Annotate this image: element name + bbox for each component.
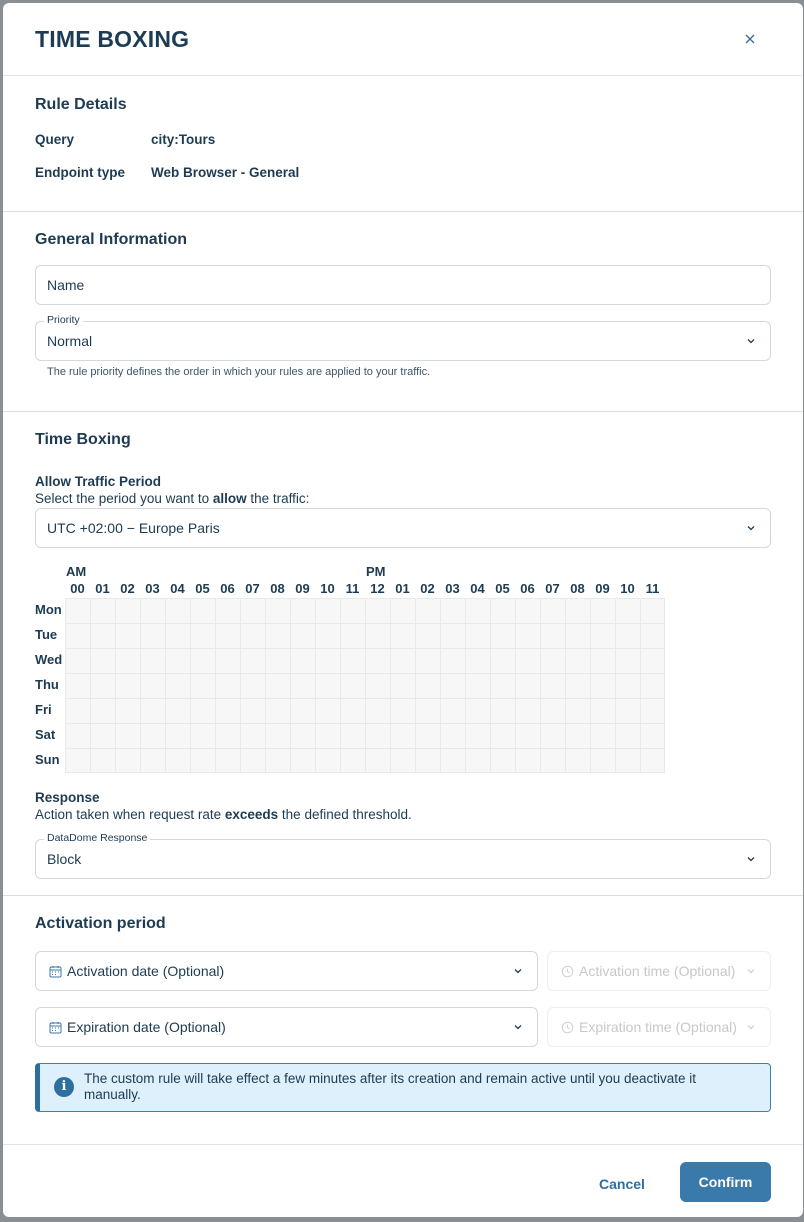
day-label: Thu — [35, 677, 59, 692]
activation-time-label: Activation time (Optional) — [579, 963, 736, 979]
priority-value: Normal — [47, 333, 93, 349]
hour-label: 01 — [395, 581, 410, 596]
hour-label: 00 — [70, 581, 85, 596]
hour-label: 04 — [470, 581, 485, 596]
endpoint-type-label: Endpoint type — [35, 165, 125, 180]
time-boxing-modal — [3, 3, 803, 1217]
hour-label: 09 — [595, 581, 610, 596]
day-label: Sat — [35, 727, 56, 742]
time-cells[interactable] — [65, 598, 665, 773]
chevron-down-icon — [744, 521, 758, 535]
hour-label: 05 — [195, 581, 210, 596]
hour-label: 01 — [95, 581, 110, 596]
clock-icon — [561, 1021, 574, 1034]
clock-icon — [561, 965, 574, 978]
endpoint-type-value: Web Browser - General — [151, 165, 300, 180]
query-value: city:Tours — [151, 132, 216, 147]
hour-label: 02 — [420, 581, 435, 596]
confirm-button[interactable]: Confirm — [680, 1162, 771, 1202]
name-input[interactable] — [35, 265, 771, 305]
query-label: Query — [35, 132, 75, 147]
hour-label: 05 — [495, 581, 510, 596]
hour-label: 12 — [370, 581, 385, 596]
am-label: AM — [66, 564, 87, 579]
response-title: Response — [35, 790, 100, 805]
calendar-icon — [49, 1021, 62, 1034]
rule-details-section — [3, 76, 803, 212]
allow-traffic-desc: Select the period you want to allow the traffic: — [35, 491, 310, 506]
day-label: Tue — [35, 627, 58, 642]
expiration-date-picker[interactable] — [35, 1007, 538, 1047]
activation-date-label: Activation date (Optional) — [67, 963, 225, 979]
priority-select[interactable] — [35, 314, 771, 361]
hour-label: 07 — [245, 581, 260, 596]
general-information-section — [3, 212, 803, 412]
hour-label: 03 — [445, 581, 460, 596]
pm-label: PM — [366, 564, 386, 579]
hour-label: 03 — [145, 581, 160, 596]
priority-label: Priority — [44, 314, 83, 326]
chevron-down-icon — [744, 964, 758, 978]
expiration-date-label: Expiration date (Optional) — [67, 1019, 226, 1035]
chevron-down-icon — [744, 852, 758, 866]
datadome-response-value: Block — [47, 851, 82, 867]
hour-label: 08 — [570, 581, 585, 596]
name-placeholder: Name — [47, 277, 85, 293]
hour-label: 10 — [320, 581, 335, 596]
modal-title: TIME BOXING — [35, 26, 190, 52]
expiration-time-label: Expiration time (Optional) — [579, 1019, 737, 1035]
calendar-icon — [49, 965, 62, 978]
chevron-down-icon — [744, 334, 758, 348]
allow-traffic-title: Allow Traffic Period — [35, 474, 162, 489]
hour-label: 06 — [220, 581, 235, 596]
chevron-down-icon — [744, 1020, 758, 1034]
day-label: Wed — [35, 652, 63, 667]
info-banner — [35, 1063, 771, 1112]
time-boxing-section — [3, 412, 803, 896]
datadome-response-select[interactable] — [35, 832, 771, 879]
info-icon: i — [54, 1077, 74, 1097]
datadome-response-label: DataDome Response — [44, 832, 150, 844]
activation-period-section — [3, 896, 803, 1142]
timezone-select[interactable] — [35, 508, 771, 548]
hour-label: 10 — [620, 581, 635, 596]
hour-label: 04 — [170, 581, 185, 596]
chevron-down-icon — [511, 1020, 525, 1034]
hour-label: 11 — [645, 581, 660, 596]
chevron-down-icon — [511, 964, 525, 978]
general-information-title: General Information — [35, 231, 188, 248]
response-desc: Action taken when request rate exceeds the defined threshold. — [35, 807, 412, 822]
day-label: Mon — [35, 602, 62, 617]
expiration-time-picker[interactable] — [547, 1007, 771, 1047]
priority-hint: The rule priority defines the order in which your rules are applied to your traffic. — [47, 366, 431, 378]
modal-header — [3, 3, 803, 76]
day-label: Sun — [35, 752, 60, 767]
hour-label: 09 — [295, 581, 310, 596]
hour-label: 11 — [345, 581, 360, 596]
hour-label: 06 — [520, 581, 535, 596]
info-text: The custom rule will take effect a few minutes after its creation and remain active until you deactivate it manually. — [84, 1071, 697, 1102]
hour-label: 02 — [120, 581, 135, 596]
hour-label: 08 — [270, 581, 285, 596]
activation-date-picker[interactable] — [35, 951, 538, 991]
day-label: Fri — [35, 702, 52, 717]
timezone-value: UTC +02:00 − Europe Paris — [47, 520, 220, 536]
close-icon[interactable] — [740, 29, 760, 49]
rule-details-title: Rule Details — [35, 96, 127, 113]
cancel-button[interactable]: Cancel — [587, 1164, 657, 1204]
hour-label: 07 — [545, 581, 560, 596]
activation-period-title: Activation period — [35, 915, 166, 932]
activation-time-picker[interactable] — [547, 951, 771, 991]
time-boxing-title: Time Boxing — [35, 431, 131, 448]
modal-footer — [3, 1144, 803, 1217]
